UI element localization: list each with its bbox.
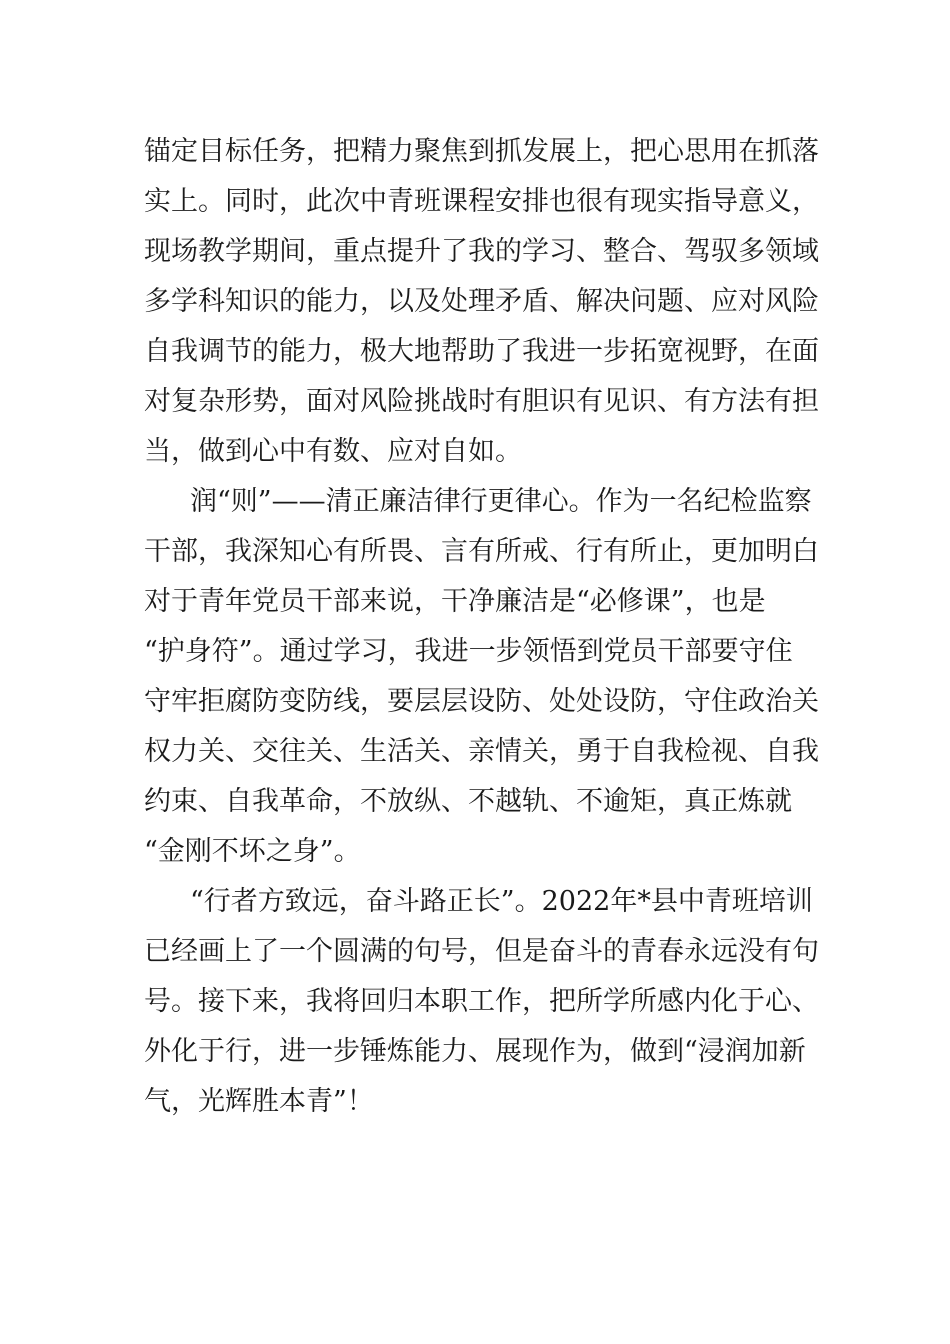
text-line: 自我调节的能力，极大地帮助了我进一步拓宽视野，在面	[144, 336, 819, 367]
text-line: 外化于行，进一步锤炼能力、展现作为，做到“浸润加新	[144, 1036, 806, 1067]
text-line: “护身符”。通过学习，我进一步领悟到党员干部要守住	[144, 636, 793, 667]
text-line: 权力关、交往关、生活关、亲情关，勇于自我检视、自我	[144, 736, 819, 767]
text-line: 现场教学期间，重点提升了我的学习、整合、驾驭多领域	[144, 236, 819, 267]
paragraph-start-line: “行者方致远，奋斗路正长”。2022年*县中青班培训	[190, 886, 813, 917]
text-line: 对复杂形势，面对风险挑战时有胆识有见识、有方法有担	[144, 386, 819, 417]
text-line: 守牢拒腐防变防线，要层层设防、处处设防，守住政治关	[144, 686, 819, 717]
text-line: 号。接下来，我将回归本职工作，把所学所感内化于心、	[144, 986, 819, 1017]
text-line: 对于青年党员干部来说，干净廉洁是“必修课”，也是	[144, 586, 766, 617]
text-line: 干部，我深知心有所畏、言有所戒、行有所止，更加明白	[144, 536, 819, 567]
text-line: “金刚不坏之身”。	[144, 836, 361, 867]
text-line: 约束、自我革命，不放纵、不越轨、不逾矩，真正炼就	[144, 786, 792, 817]
paragraph-start-line: 润“则”——清正廉洁律行更律心。作为一名纪检监察	[190, 486, 812, 517]
text-line: 锚定目标任务，把精力聚焦到抓发展上，把心思用在抓落	[144, 136, 819, 167]
text-line: 多学科知识的能力，以及处理矛盾、解决问题、应对风险	[144, 286, 819, 317]
text-line: 实上。同时，此次中青班课程安排也很有现实指导意义，	[144, 186, 819, 217]
text-line: 已经画上了一个圆满的句号，但是奋斗的青春永远没有句	[144, 936, 819, 967]
text-line: 气，光辉胜本青”！	[144, 1086, 374, 1117]
text-line: 当，做到心中有数、应对自如。	[144, 436, 522, 467]
